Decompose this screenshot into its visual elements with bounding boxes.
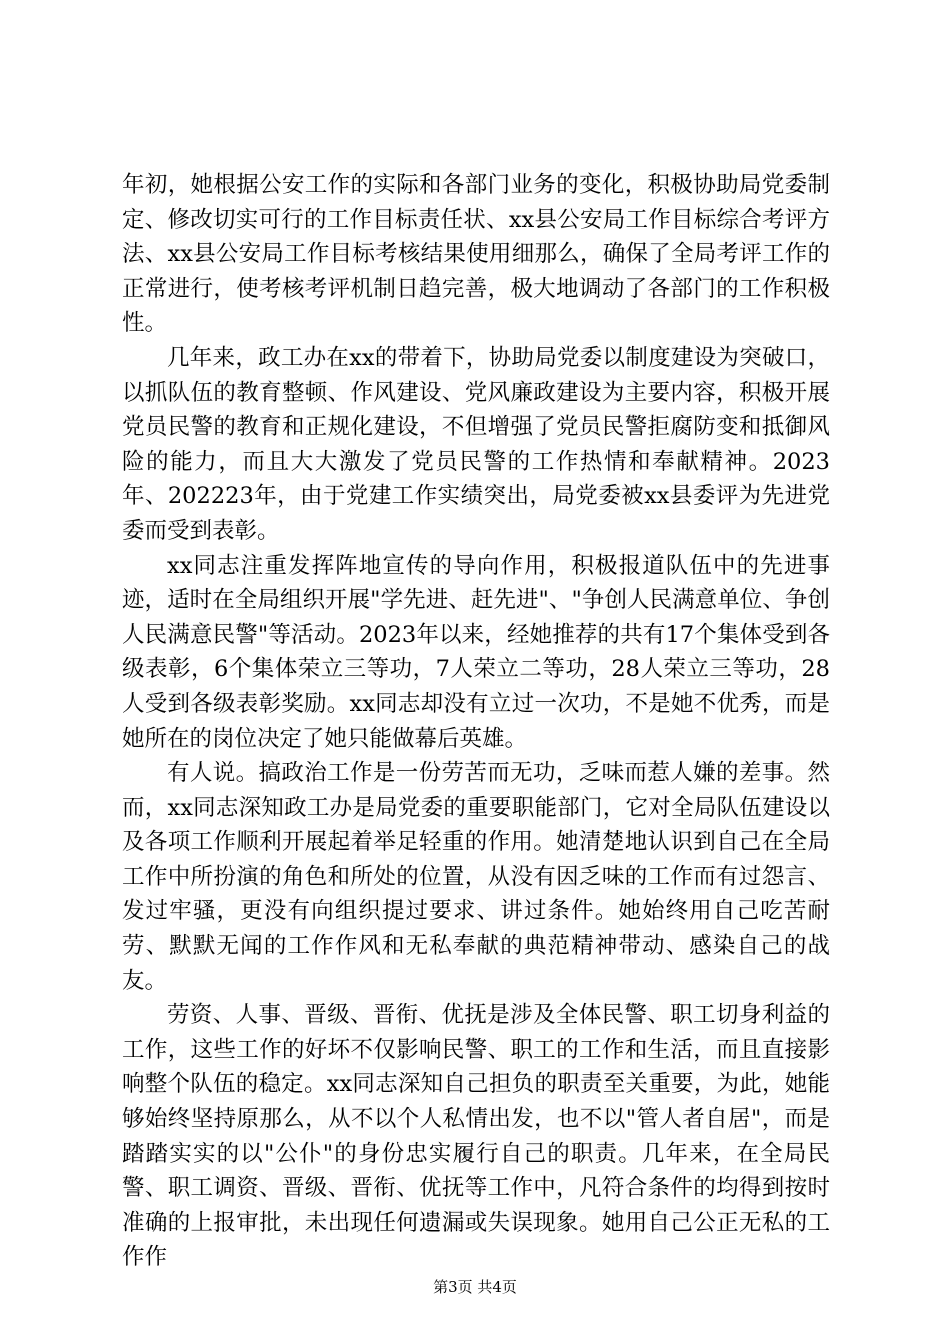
paragraph-1: 年初，她根据公安工作的实际和各部门业务的变化，积极协助局党委制定、修改切实可行的工作目标责任状、xx县公安局工作目标综合考评方法、xx县公安局工作目标考核结果使用细那么，确保了全局考评工作的正常进行，使考核考评机制日趋完善，极大地调动了各部门的工作积极性。 — [122, 172, 830, 337]
paragraph-3: xx同志注重发挥阵地宣传的导向作用，积极报道队伍中的先进事迹，适时在全局组织开展"学先进、赶先进"、"争创人民满意单位、争创人民满意民警"等活动。2023年以来，经她推荐的共有17个集体受到各级表彰，6个集体荣立三等功，7人荣立二等功，28人荣立三等功，28人受到各级表彰奖励。xx同志却没有立过一次功，不是她不优秀，而是她所在的岗位决定了她只能做幕后英雄。 — [122, 552, 830, 752]
paragraph-5: 劳资、人事、晋级、晋衔、优抚是涉及全体民警、职工切身利益的工作，这些工作的好坏不仅影响民警、职工的工作和生活，而且直接影响整个队伍的稳定。xx同志深知自己担负的职责至关重要，为此，她能够始终坚持原那么，从不以个人私情出发，也不以"管人者自居"，而是踏踏实实的以"公仆"的身份忠实履行自己的职责。几年来，在全局民警、职工调资、晋级、晋衔、优抚等工作中，凡符合条件的均得到按时准确的上报审批，未出现任何遗漏或失误现象。她用自己公正无私的工作作 — [122, 1002, 830, 1271]
paragraph-4: 有人说。搞政治工作是一份劳苦而无功，乏味而惹人嫌的差事。然而，xx同志深知政工办是局党委的重要职能部门，它对全局队伍建设以及各项工作顺利开展起着举足轻重的作用。她清楚地认识到自己在全局工作中所扮演的角色和所处的位置，从没有因乏味的工作而有过怨言、发过牢骚，更没有向组织提过要求、讲过条件。她始终用自己吃苦耐劳、默默无闻的工作作风和无私奉献的典范精神带动、感染自己的战友。 — [122, 760, 830, 994]
document-body — [122, 168, 830, 1275]
paragraph-2: 几年来，政工办在xx的带着下，协助局党委以制度建设为突破口，以抓队伍的教育整顿、作风建设、党风廉政建设为主要内容，积极开展党员民警的教育和正规化建设，不但增强了党员民警拒腐防变和抵御风险的能力，而且大大激发了党员民警的工作热情和奉献精神。2023年、202223年，由于党建工作实绩突出，局党委被xx县委评为先进党委而受到表彰。 — [122, 344, 830, 544]
page-footer: 第3页 共4页 — [433, 1278, 517, 1296]
